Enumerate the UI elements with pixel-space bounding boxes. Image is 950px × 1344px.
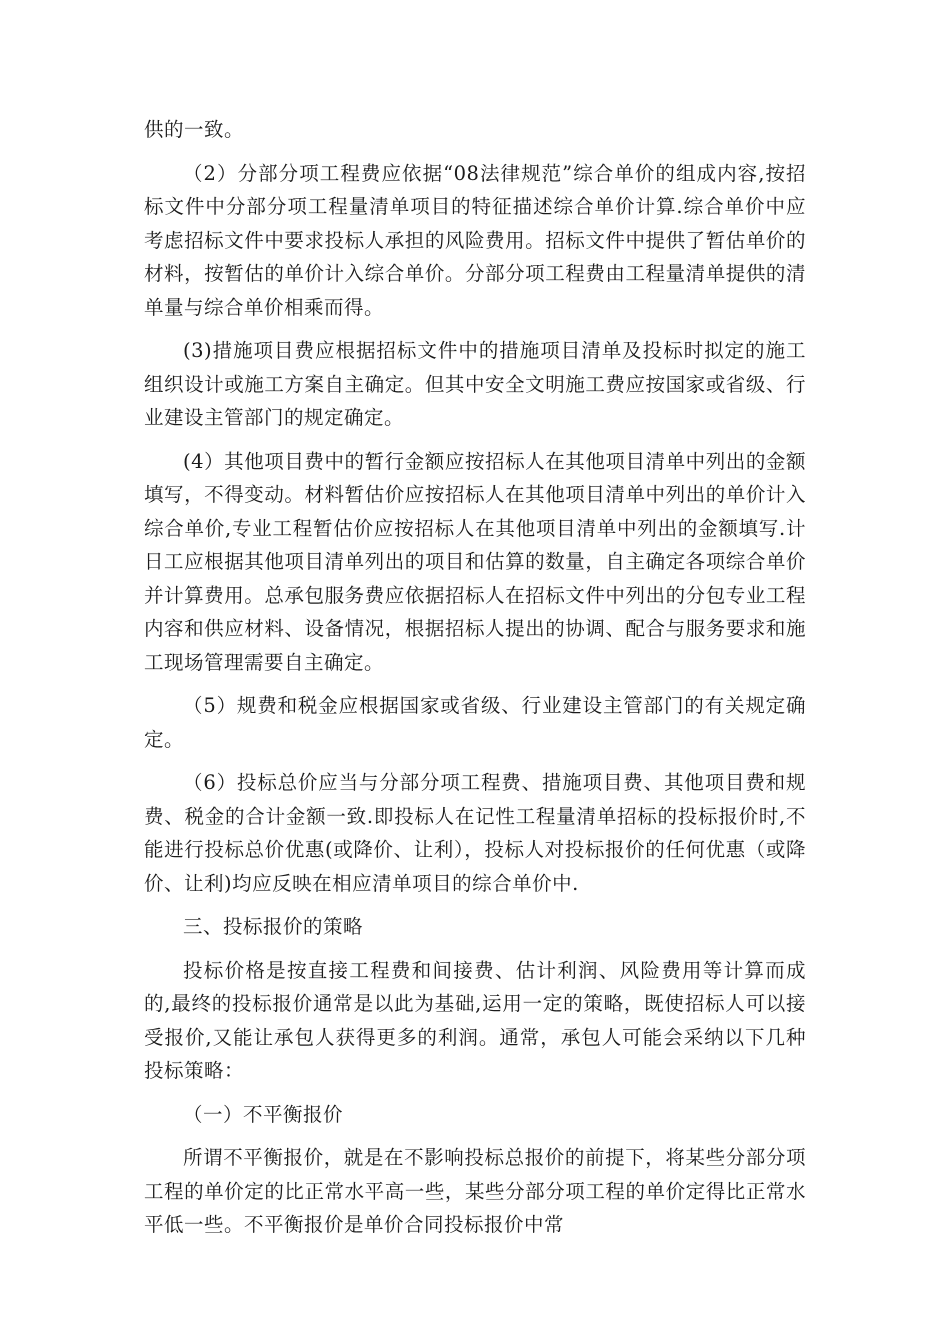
paragraph-item-3: (3)措施项目费应根据招标文件中的措施项目清单及投标时拟定的施工组织设计或施工方案自主确定。但其中安全文明施工费应按国家或省级、行业建设主管部门的规定确定。 [144, 339, 806, 429]
document-body [144, 113, 806, 1252]
subsection-heading: （一）不平衡报价 [183, 1102, 344, 1126]
subsection-paragraph: 所谓不平衡报价，就是在不影响投标总报价的前提下，将某些分部分项工程的单价定的比正常水平高一些，某些分部分项工程的单价定得比正常水平低一些。不平衡报价是单价合同投标报价中常 [144, 1146, 806, 1236]
paragraph-item-5: （5）规费和税金应根据国家或省级、行业建设主管部门的有关规定确定。 [144, 694, 806, 751]
paragraph-item-4: (4）其他项目费中的暂行金额应按招标人在其他项目清单中列出的金额填写，不得变动。材料暂估价应按招标人在其他项目清单中列出的单价计入综合单价,专业工程暂估价应按招标人在其他项目清单中列出的金额填写.计日工应根据其他项目清单列出的项目和估算的数量，自主确定各项综合单价并计算费用。总承包服务费应依据招标人在招标文件中列出的分包专业工程内容和供应材料、设备情况，根据招标人提出的协调、配合与服务要求和施工现场管理需要自主确定。 [144, 449, 806, 674]
paragraph-continuation: 供的一致。 [144, 118, 245, 141]
section-intro-paragraph: 投标价格是按直接工程费和间接费、估计利润、风险费用等计算而成的,最终的投标报价通常是以此为基础,运用一定的策略，既使招标人可以接受报价,又能让承包人获得更多的利润。通常，承包人可能会采纳以下几种投标策略： [144, 958, 806, 1082]
paragraph-item-2: （2）分部分项工程费应依据“08法律规范”综合单价的组成内容,按招标文件中分部分项工程量清单项目的特征描述综合单价计算.综合单价中应考虑招标文件中要求投标人承担的风险费用。招标文件中提供了暂估单价的材料，按暂估的单价计入综合单价。分部分项工程费由工程量清单提供的清单量与综合单价相乘而得。 [144, 161, 806, 319]
section-heading: 三、投标报价的策略 [183, 915, 364, 938]
paragraph-item-6: （6）投标总价应当与分部分项工程费、措施项目费、其他项目费和规费、税金的合计金额一致.即投标人在记性工程量清单招标的投标报价时,不能进行投标总价优惠(或降价、让利），投标人对投标报价的任何优惠（或降价、让利)均应反映在相应清单项目的综合单价中. [144, 771, 806, 895]
